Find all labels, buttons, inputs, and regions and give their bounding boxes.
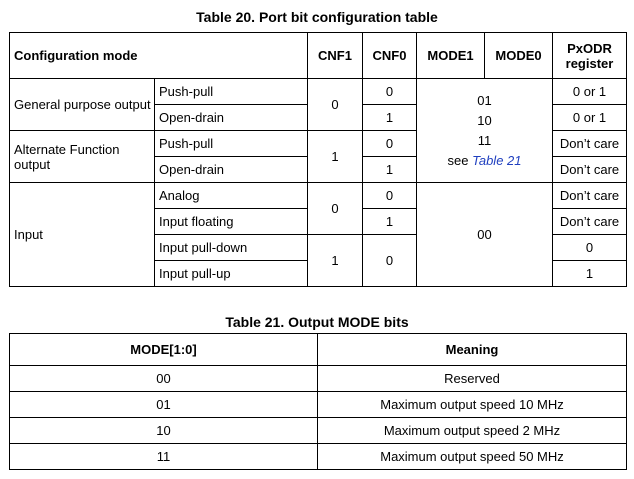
- sub-mode: Input pull-down: [155, 235, 308, 261]
- pxodr-value: 1: [553, 261, 627, 287]
- table20-caption: Table 20. Port bit configuration table: [196, 9, 438, 25]
- header-configuration-mode: Configuration mode: [10, 33, 308, 79]
- group-general-purpose-output: General purpose output: [10, 79, 155, 131]
- pxodr-value: Don’t care: [553, 131, 627, 157]
- sub-mode: Push-pull: [155, 131, 308, 157]
- mode-bits-value: 10: [10, 418, 318, 444]
- see-table-reference: [417, 151, 552, 171]
- header-mode1: MODE1: [417, 33, 485, 79]
- meaning-value: Reserved: [318, 366, 627, 392]
- mode-output-block: [417, 79, 553, 183]
- table-row: [10, 444, 627, 470]
- sub-mode: Open-drain: [155, 157, 308, 183]
- meaning-value: Maximum output speed 10 MHz: [318, 392, 627, 418]
- cnf1-value: 1: [308, 131, 363, 183]
- meaning-value: Maximum output speed 50 MHz: [318, 444, 627, 470]
- output-mode-bits-table: [9, 333, 627, 470]
- table21-link[interactable]: Table 21: [472, 152, 522, 168]
- mode-input-value: 00: [417, 183, 553, 287]
- header-pxodr: PxODR register: [553, 33, 627, 79]
- cnf1-value: 1: [308, 235, 363, 287]
- cnf0-value: 0: [363, 183, 417, 209]
- table21-caption: Table 21. Output MODE bits: [225, 314, 409, 330]
- table21-header-row: [10, 334, 627, 366]
- header-cnf1: CNF1: [308, 33, 363, 79]
- group-alternate-function-output: Alternate Function output: [10, 131, 155, 183]
- table-row: [10, 79, 627, 105]
- pxodr-value: Don’t care: [553, 209, 627, 235]
- cnf0-value: 1: [363, 157, 417, 183]
- mode-bits-value: 00: [10, 366, 318, 392]
- group-input: Input: [10, 183, 155, 287]
- cnf0-value: 0: [363, 131, 417, 157]
- sub-mode: Input pull-up: [155, 261, 308, 287]
- pxodr-value: Don’t care: [553, 183, 627, 209]
- table-row: [10, 183, 627, 209]
- cnf1-value: 0: [308, 79, 363, 131]
- mode-value: 01: [477, 92, 492, 108]
- header-cnf0: CNF0: [363, 33, 417, 79]
- cnf0-value: 1: [363, 105, 417, 131]
- header-mode-bits: MODE[1:0]: [10, 334, 318, 366]
- cnf0-value: 0: [363, 79, 417, 105]
- table-row: [10, 418, 627, 444]
- see-prefix: see: [447, 152, 469, 168]
- mode-bits-value: 01: [10, 392, 318, 418]
- table-row: [10, 392, 627, 418]
- sub-mode: Input floating: [155, 209, 308, 235]
- pxodr-value: 0 or 1: [553, 79, 627, 105]
- table-row: [10, 366, 627, 392]
- mode-value: 11: [477, 132, 492, 148]
- meaning-value: Maximum output speed 2 MHz: [318, 418, 627, 444]
- sub-mode: Push-pull: [155, 79, 308, 105]
- cnf1-value: 0: [308, 183, 363, 235]
- pxodr-value: Don’t care: [553, 157, 627, 183]
- mode-bits-value: 11: [10, 444, 318, 470]
- header-mode0: MODE0: [485, 33, 553, 79]
- mode-value: 10: [477, 112, 492, 128]
- cnf0-value: 0: [363, 235, 417, 287]
- pxodr-value: 0: [553, 235, 627, 261]
- table20-header-row: [10, 33, 627, 79]
- header-meaning: Meaning: [318, 334, 627, 366]
- sub-mode: Open-drain: [155, 105, 308, 131]
- pxodr-value: 0 or 1: [553, 105, 627, 131]
- sub-mode: Analog: [155, 183, 308, 209]
- cnf0-value: 1: [363, 209, 417, 235]
- port-bit-configuration-table: [9, 32, 627, 287]
